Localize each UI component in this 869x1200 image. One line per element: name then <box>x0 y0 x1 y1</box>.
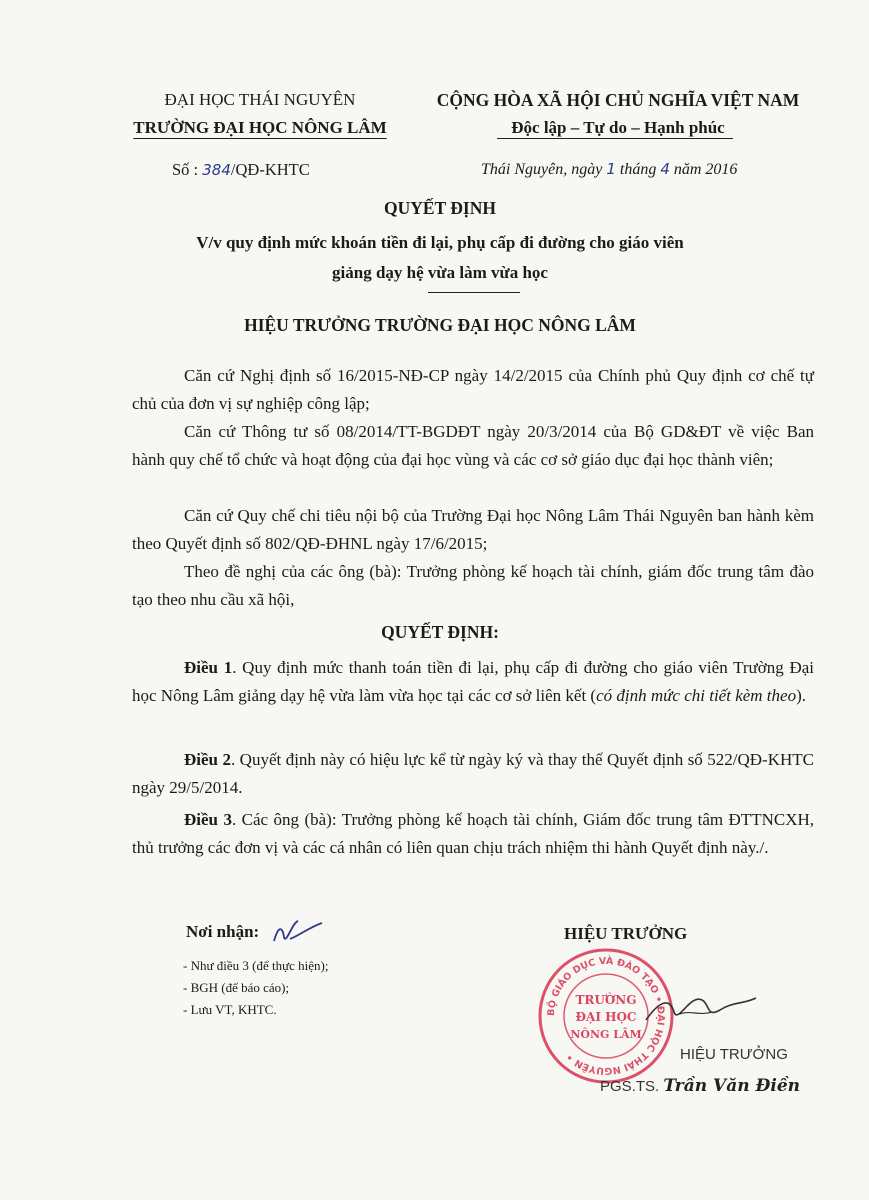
title-separator <box>428 292 520 293</box>
initials-mark <box>270 917 324 947</box>
date-month: 4 <box>660 160 670 178</box>
number-prefix: Số : <box>172 160 203 179</box>
basis-paragraph: Căn cứ Thông tư số 08/2014/TT-BGDĐT ngày 20/3/2014 của Bộ GD&ĐT về việc Ban hành quy chế tổ chức và hoạt động của đại học vùng và các cơ sở giáo dục đại học thành viên; <box>132 422 814 469</box>
motto-underline <box>497 138 733 139</box>
document-date <box>481 160 737 179</box>
stamp-role-label: HIỆU TRƯỞNG <box>680 1046 788 1063</box>
stamp-ring-text: BỘ GIÁO DỤC VÀ ĐÀO TẠO • ĐẠI HỌC THÁI NGUYÊN • <box>545 955 667 1077</box>
signer-degree: PGS.TS. <box>600 1078 664 1095</box>
stamp-line: TRƯỜNG <box>575 993 637 1007</box>
document-number <box>172 160 310 180</box>
article-label: Điều 2 <box>184 750 231 769</box>
date-mid: tháng <box>615 161 661 178</box>
article-text: . Quyết định này có hiệu lực kể từ ngày ký và thay thế Quyết định số 522/QĐ-KHTC ngày 29/5/2014. <box>132 750 814 797</box>
org-name: TRƯỜNG ĐẠI HỌC NÔNG LÂM <box>133 118 387 137</box>
signer-name-handwritten: Trần Văn Điền <box>663 1076 800 1096</box>
recipient-item: - BGH (để báo cáo); <box>183 980 290 995</box>
document-subject <box>100 228 780 288</box>
national-motto: Độc lập – Tự do – Hạnh phúc <box>511 118 725 137</box>
authority-heading: HIỆU TRƯỞNG TRƯỜNG ĐẠI HỌC NÔNG LÂM <box>244 315 636 335</box>
org-parent: ĐẠI HỌC THÁI NGUYÊN <box>164 90 356 109</box>
decision-heading: QUYẾT ĐỊNH: <box>381 622 499 642</box>
basis-paragraph: Căn cứ Nghị định số 16/2015-NĐ-CP ngày 14/2/2015 của Chính phủ Quy định cơ chế tự chủ của đơn vị sự nghiệp công lập; <box>132 366 814 413</box>
issuing-organization <box>120 86 400 142</box>
date-day: 1 <box>606 160 616 178</box>
basis-paragraph: Theo đề nghị của các ông (bà): Trưởng phòng kế hoạch tài chính, giám đốc trung tâm đào tạo theo nhu cầu xã hội, <box>132 562 814 609</box>
country-name: CỘNG HÒA XÃ HỘI CHỦ NGHĨA VIỆT NAM <box>436 90 800 110</box>
signer-title: HIỆU TRƯỞNG <box>564 924 688 943</box>
handwritten-signature <box>640 990 760 1030</box>
stamp-line: NÔNG LÂM <box>570 1028 642 1041</box>
subject-line-1: V/v quy định mức khoán tiền đi lại, phụ cấp đi đường cho giáo viên <box>196 233 684 252</box>
article-tail: ). <box>796 686 806 705</box>
article-1 <box>132 654 814 710</box>
article-3 <box>132 806 814 862</box>
recipient-item: - Lưu VT, KHTC. <box>183 1002 277 1017</box>
document-title: QUYẾT ĐỊNH <box>384 198 496 218</box>
article-label: Điều 3 <box>184 810 232 829</box>
number-handwritten: 384 <box>202 161 231 179</box>
basis-paragraph: Căn cứ Quy chế chi tiêu nội bộ của Trường Đại học Nông Lâm Thái Nguyên ban hành kèm theo Quyết định số 802/QĐ-ĐHNL ngày 17/6/2015; <box>132 506 814 553</box>
recipients-list <box>183 955 329 1021</box>
article-label: Điều 1 <box>184 658 233 677</box>
article-italic: có định mức chi tiết kèm theo <box>596 686 797 705</box>
recipient-item: - Như điều 3 (để thực hiện); <box>183 958 329 973</box>
signer-name <box>600 1076 800 1096</box>
article-2 <box>132 746 814 802</box>
date-prefix: Thái Nguyên, ngày <box>481 161 607 178</box>
number-suffix: /QĐ-KHTC <box>230 160 310 179</box>
subject-line-2: giảng dạy hệ vừa làm vừa học <box>332 263 548 282</box>
date-suffix: năm 2016 <box>669 161 738 178</box>
article-text: . Quy định mức thanh toán tiền đi lại, phụ cấp đi đường cho giáo viên Trường Đại học Nông Lâm giảng dạy hệ vừa làm vừa học tại các cơ sở liên kết ( <box>132 658 815 705</box>
stamp-line: ĐẠI HỌC <box>575 1010 637 1024</box>
national-header <box>408 86 828 142</box>
article-text: . Các ông (bà): Trưởng phòng kế hoạch tài chính, Giám đốc trung tâm ĐTTNCXH, thủ trưởng các đơn vị và các cá nhân có liên quan chịu trách nhiệm thi hành Quyết định này./. <box>132 810 815 857</box>
recipients-title: Nơi nhận: <box>186 922 260 941</box>
